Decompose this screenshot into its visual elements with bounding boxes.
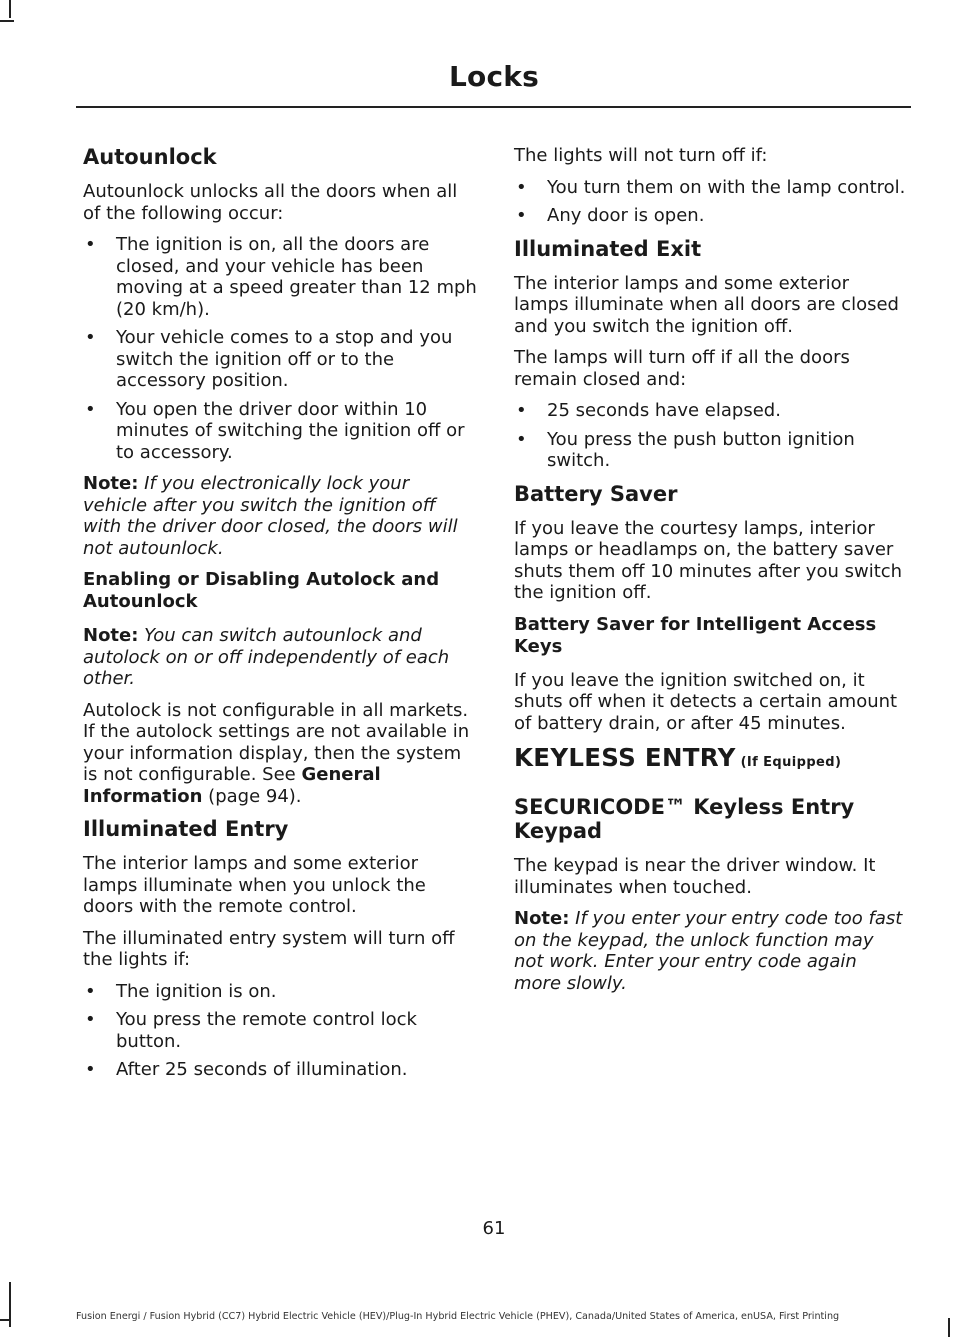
- list-item: • You press the push button ignition switch.: [516, 428, 855, 471]
- header-rule: [76, 106, 911, 108]
- page-number: 61: [482, 1218, 506, 1239]
- lights-intro: The lights will not turn off if:: [514, 145, 768, 166]
- note-label: Note:: [83, 625, 139, 646]
- illuminated-entry-p1: The interior lamps and some exterior lamps illuminate when you unlock the doors with the remote control.: [83, 853, 426, 917]
- note-independent: [83, 625, 478, 690]
- battery-saver-heading: Battery Saver: [514, 481, 678, 506]
- battery-saver-ia-paragraph: If you leave the ignition switched on, it shuts off when it detects a certain amount of battery drain, or after 45 minutes.: [514, 669, 898, 734]
- list-item: • Any door is open.: [516, 205, 705, 226]
- crop-mark-bottom-right-v: [948, 1318, 950, 1337]
- illuminated-exit-p1: The interior lamps and some exterior lamps illuminate when all doors are closed and you switch the ignition off.: [514, 272, 899, 337]
- crop-mark-top-left-h: [0, 20, 14, 22]
- list-item: • 25 seconds have elapsed.: [516, 400, 781, 421]
- general-information-link[interactable]: General Information: [83, 764, 381, 807]
- note-text: If you electronically lock your vehicle after you switch the ignition off with the driver door closed, the doors will not autounlock.: [83, 473, 458, 559]
- note-text: You can switch autounlock and autolock on or off independently of each other.: [83, 625, 450, 689]
- list-item: • The ignition is on, all the doors are closed, and your vehicle has been moving at a speed greater than 12 mph (20 km/h).: [85, 234, 477, 320]
- note-label: Note:: [514, 908, 570, 929]
- illuminated-exit-list: [514, 400, 908, 472]
- list-item: • You press the remote control lock button.: [85, 1009, 417, 1052]
- crop-mark-top-left-v: [9, 0, 11, 18]
- note-text: If you enter your entry code too fast on the keypad, the unlock function may not work. Enter your entry code again more slowly.: [514, 908, 903, 994]
- autolock-paragraph: Autolock is not configurable in all markets. If the autolock settings are not available in your information display, then the system is not configurable. See General Information (page 94).: [83, 699, 470, 807]
- illuminated-entry-list: [83, 981, 478, 1081]
- battery-saver-ia-heading: Battery Saver for Intelligent Access Keys: [514, 613, 877, 657]
- page-title: Locks: [449, 60, 539, 93]
- crop-mark-bottom-left-h: [0, 1319, 11, 1321]
- securicode-heading: SECURICODE™ Keyless Entry Keypad: [514, 795, 855, 843]
- left-column: [83, 145, 478, 1091]
- enabling-heading: Enabling or Disabling Autolock and Autounlock: [83, 569, 440, 612]
- note-keypad: [514, 908, 908, 994]
- illuminated-entry-p2: The illuminated entry system will turn off the lights if:: [83, 927, 455, 970]
- keypad-paragraph: The keypad is near the driver window. It illuminates when touched.: [514, 855, 876, 898]
- keyless-entry-heading: KEYLESS ENTRY (If Equipped): [514, 743, 842, 772]
- note-autounlock: [83, 473, 478, 559]
- list-item: • Your vehicle comes to a stop and you switch the ignition off or to the accessory position.: [85, 327, 453, 391]
- autounlock-intro: Autounlock unlocks all the doors when all of the following occur:: [83, 181, 458, 224]
- list-item: • After 25 seconds of illumination.: [85, 1059, 408, 1080]
- right-column: [514, 145, 908, 1004]
- footer-text: Fusion Energi / Fusion Hybrid (CC7) Hybrid Electric Vehicle (HEV)/Plug-In Hybrid Electric Vehicle (PHEV), Canada/United States of America, enUSA, First Printing: [76, 1311, 840, 1322]
- note-label: Note:: [83, 473, 139, 494]
- illuminated-exit-heading: Illuminated Exit: [514, 236, 702, 261]
- illuminated-entry-heading: Illuminated Entry: [83, 817, 289, 841]
- list-item: • You turn them on with the lamp control.: [516, 176, 906, 198]
- if-equipped-label: (If Equipped): [735, 755, 842, 770]
- battery-saver-paragraph: If you leave the courtesy lamps, interior lamps or headlamps on, the battery saver shuts them off 10 minutes after you switch the ignition off.: [514, 517, 903, 603]
- lights-list: [514, 177, 908, 227]
- autounlock-list: [83, 234, 478, 463]
- list-item: • You open the driver door within 10 minutes of switching the ignition off or to accessory.: [85, 398, 465, 463]
- list-item: • The ignition is on.: [85, 980, 277, 1002]
- autounlock-heading: Autounlock: [83, 145, 217, 169]
- illuminated-exit-p2: The lamps will turn off if all the doors remain closed and:: [514, 347, 850, 390]
